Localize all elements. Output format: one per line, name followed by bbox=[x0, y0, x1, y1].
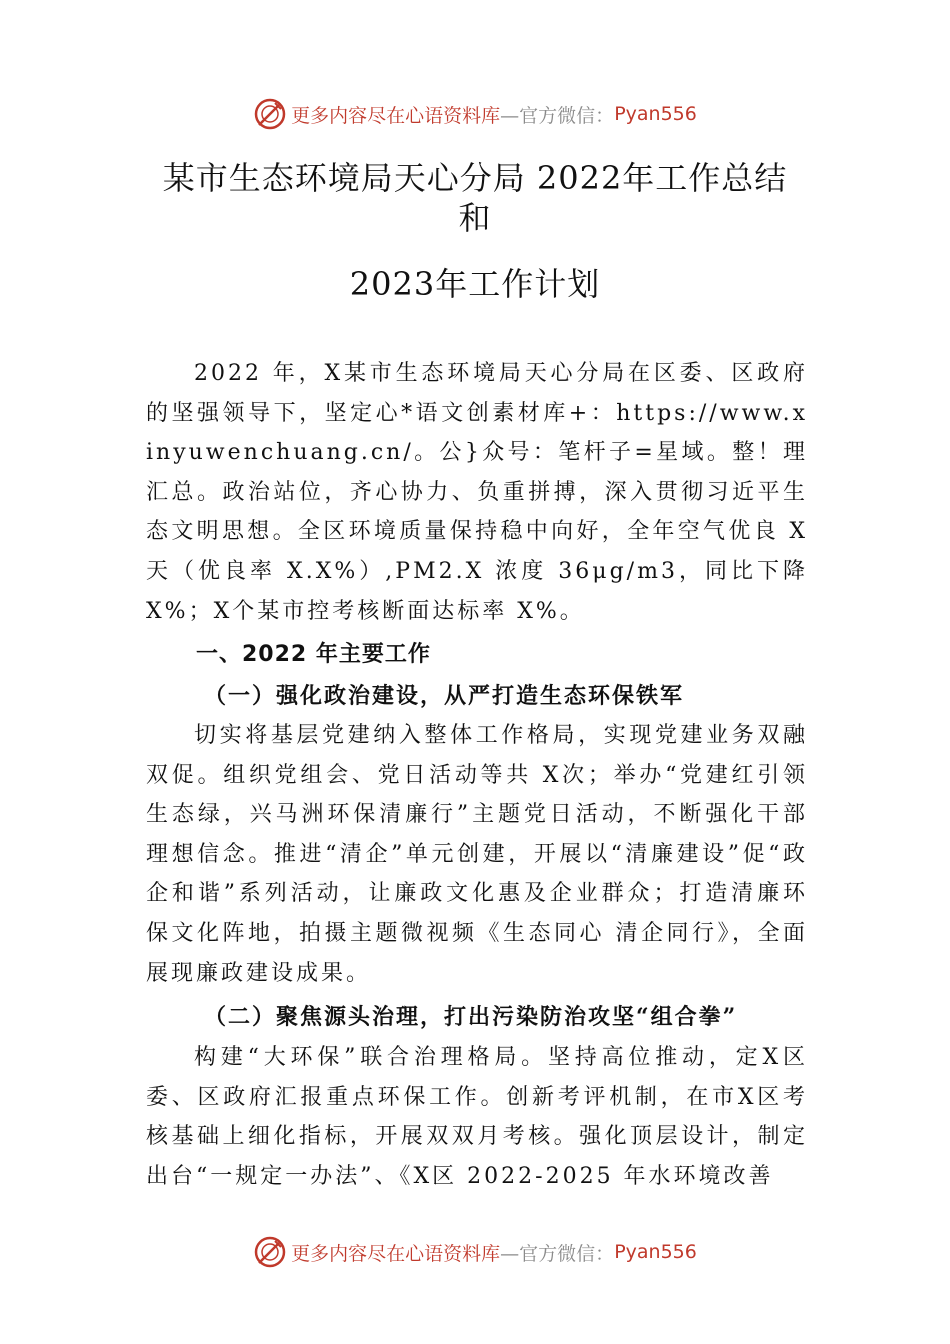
subsection-heading-2: （二）聚焦源头治理，打出污染防治攻坚“组合拳” bbox=[204, 1004, 738, 1030]
logo-icon bbox=[253, 97, 287, 131]
intro-text: 2022 年，X某市生态环境局天心分局在区委、区政府的坚强领导下，坚定心*语文创素材库+：https://www.xinyuwenchuang.cn/。公}众号：笔杆子=星域。整！理汇总。政治站位，齐心协力、负重拼搏，深入贯彻习近平生态文明思想。全区环境质量保持稳中向好，全年空气优良 X 天（优良率 X.X%）,PM2.X 浓度 36μg/m3，同比下降 X%；X个某市控考核断面达标率 X%。 bbox=[146, 361, 808, 624]
section-heading: 一、2022 年主要工作 bbox=[196, 642, 431, 667]
watermark-label: —官方微信： bbox=[500, 104, 615, 127]
footer-watermark bbox=[0, 1232, 950, 1272]
watermark-id: Pyan556 bbox=[614, 103, 697, 125]
subsection-2-paragraph bbox=[146, 1038, 808, 1196]
subsection-1-paragraph bbox=[146, 716, 808, 993]
watermark-text: 更多内容尽在心语资料库 bbox=[291, 104, 501, 127]
logo-icon bbox=[253, 1235, 287, 1269]
header-watermark bbox=[0, 94, 950, 134]
subsection-2-text: 构建“大环保”联合治理格局。坚持高位推动，定X区委、区政府汇报重点环保工作。创新考评机制，在市X区考核基础上细化指标，开展双双月考核。强化顶层设计，制定出台“一规定一办法”、《X区 2022-2025 年水环境改善 bbox=[146, 1045, 808, 1189]
subsection-heading-1: （一）强化政治建设，从严打造生态环保铁军 bbox=[204, 683, 685, 709]
intro-paragraph bbox=[146, 354, 808, 631]
subsection-1-text: 切实将基层党建纳入整体工作格局，实现党建业务双融双促。组织党组会、党日活动等共 X次；举办“党建红引领生态绿，兴马洲环保清廉行”主题党日活动，不断强化干部理想信念。推进“清企”单元创建，开展以“清廉建设”促“政企和谐”系列活动，让廉政文化惠及企业群众；打造清廉环保文化阵地，拍摄主题微视频《生态同心 清企同行》，全面展现廉政建设成果。 bbox=[146, 723, 808, 986]
page-title-line3: 2023年工作计划 bbox=[349, 265, 601, 303]
watermark-label: —官方微信： bbox=[500, 1242, 615, 1265]
watermark-id: Pyan556 bbox=[614, 1241, 697, 1263]
page-title-line2: 和 bbox=[458, 199, 492, 237]
page-title-line1: 某市生态环境局天心分局 2022年工作总结 bbox=[162, 159, 788, 197]
watermark-text: 更多内容尽在心语资料库 bbox=[291, 1242, 501, 1265]
